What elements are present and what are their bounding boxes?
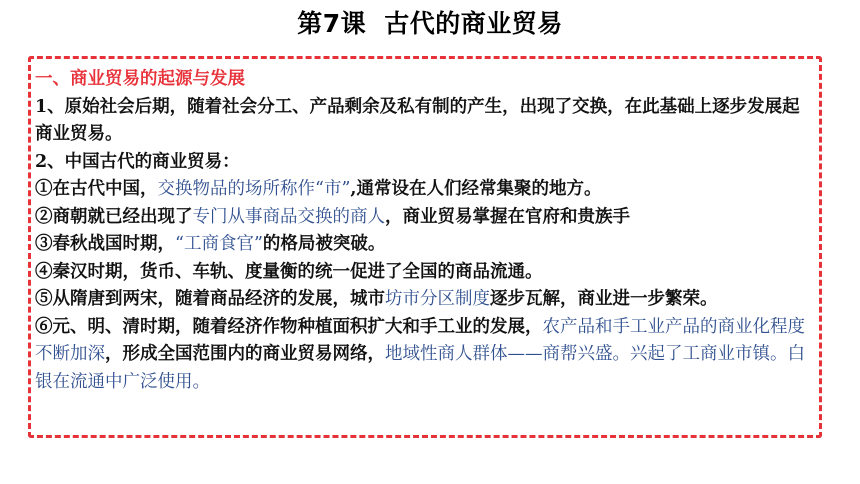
page-title [0, 4, 860, 40]
item-6-highlight-1: 农产品和手工业产品的商业化程度不断加深 [35, 316, 805, 364]
item-5-text: ⑤从隋唐到两宋，随着商品经济的发展，城市 [35, 289, 385, 309]
list-item-5 [35, 286, 817, 314]
paragraph-origin [35, 94, 817, 149]
item-4-text: ④秦汉时期，货币、车轨、度量衡的统一促进了全国的商品流通。 [35, 261, 543, 282]
item-6-text-mid: ，形成全国范围内的商业贸易网络， [105, 344, 385, 364]
item-1-highlight: 交换物品的场所称作“市” [157, 179, 351, 199]
section-heading: 一、商业贸易的起源与发展 [35, 69, 245, 89]
item-6-highlight-2: 地域性商人群体——商帮兴盛。兴起了工商业市镇。白银在流通中广泛使用。 [35, 344, 805, 392]
list-item-1 [35, 176, 817, 204]
item-6-text: ⑥元、明、清时期，随着经济作物种植面积扩大和手工业的发展， [35, 316, 543, 337]
item-5-text-end: 逐步瓦解，商业进一步繁荣。 [490, 289, 718, 309]
list-item-6 [35, 314, 817, 397]
lesson-number: 第7课 [297, 9, 367, 38]
list-item-4 [35, 259, 817, 287]
paragraph-origin-text: 1、原始社会后期，随着社会分工、产品剩余及私有制的产生，出现了交换，在此基础上逐步发展起商业贸易。 [35, 96, 800, 144]
paragraph-ancient-trade-text: 2、中国古代的商业贸易： [35, 151, 240, 172]
list-item-3 [35, 231, 817, 259]
item-3-text-end: 的格局被突破。 [262, 234, 386, 254]
item-5-highlight: 坊市分区制度 [385, 289, 490, 309]
item-2-highlight: 专门从事商品交换的商人 [192, 206, 385, 227]
content-body [35, 66, 817, 396]
item-1-text: ①在古代中国， [35, 179, 158, 199]
item-1-text-end: ,通常设在人们经常集聚的地方。 [350, 179, 602, 199]
item-2-text: ②商朝就已经出现了 [35, 206, 193, 227]
item-2-text-end: ，商业贸易掌握在官府和贵族手 [385, 206, 630, 227]
item-3-text: ③春秋战国时期， [35, 234, 175, 254]
list-item-2 [35, 204, 817, 232]
item-3-highlight: “工商食官” [175, 234, 263, 254]
paragraph-ancient-trade [35, 149, 817, 177]
lesson-name: 古代的商业贸易 [384, 9, 563, 38]
